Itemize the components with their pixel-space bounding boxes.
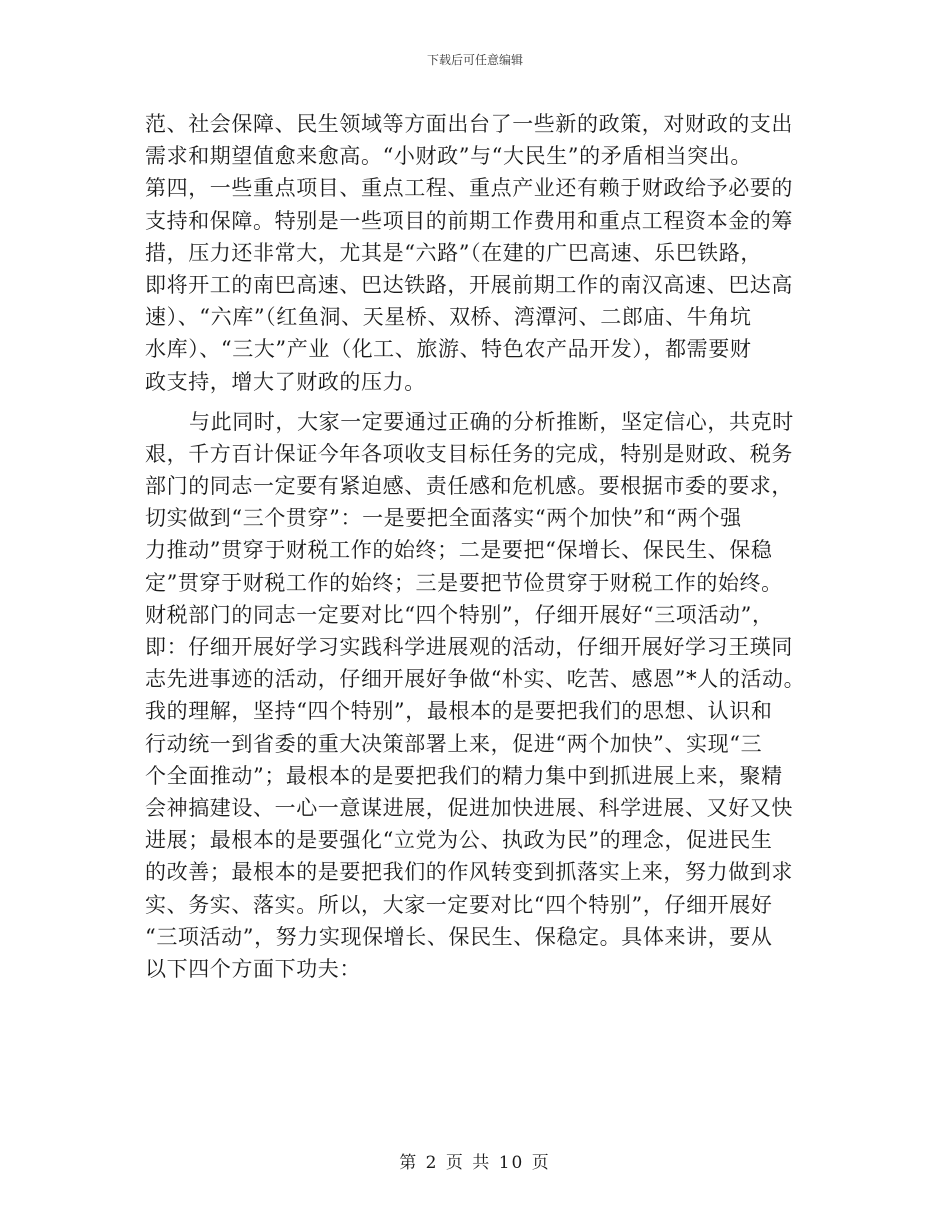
text-line: 水库）、“三大”产业（化工、旅游、特色农产品开发），都需要财 xyxy=(145,337,752,362)
text-line: 即将开工的南巴高速、巴达铁路，开展前期工作的南汉高速、巴达高 xyxy=(145,272,793,297)
text-line: 我的理解，坚持“四个特别”，最根本的是要把我们的思想、认识和 xyxy=(145,699,773,724)
text-line: 速）、“六库”（红鱼洞、天星桥、双桥、湾潭河、二郎庙、牛角坑 xyxy=(145,305,752,330)
paragraph-1 xyxy=(145,108,905,398)
text-line: 艰，千方百计保证今年各项收支目标任务的完成，特别是财政、税务 xyxy=(145,441,793,466)
text-line: 会神搞建设、一心一意谋进展，促进加快进展、科学进展、又好又快 xyxy=(145,795,793,820)
text-line: 财税部门的同志一定要对比“四个特别”，仔细开展好“三项活动”， xyxy=(145,602,774,627)
text-line: “三项活动”，努力实现保增长、保民生、保稳定。具体来讲，要从 xyxy=(145,924,773,949)
page-number: 第 2 页 共 10 页 xyxy=(399,1153,551,1173)
text-line: 需求和期望值愈来愈高。“小财政”与“大民生”的矛盾相当突出。 xyxy=(145,144,752,169)
text-line: 即：仔细开展好学习实践科学进展观的活动，仔细开展好学习王瑛同 xyxy=(145,635,793,659)
text-line: 政支持，增大了财政的压力。 xyxy=(145,369,426,394)
text-line: 行动统一到省委的重大决策部署上来，促进“两个加快”、实现“三 xyxy=(145,731,763,756)
paragraph-2 xyxy=(145,406,905,985)
text-line: 的改善；最根本的是要把我们的作风转变到抓落实上来，努力做到求 xyxy=(145,860,793,885)
text-line: 以下四个方面下功夫： xyxy=(145,956,361,981)
page-header-note: 下载后可任意编辑 xyxy=(426,53,523,67)
text-line: 实、务实、落实。所以，大家一定要对比“四个特别”，仔细开展好 xyxy=(145,892,773,917)
document-body xyxy=(145,108,905,985)
text-line: 与此同时，大家一定要通过正确的分析推断，坚定信心，共克时 xyxy=(189,409,794,434)
paragraph-gap xyxy=(145,398,905,406)
text-line: 支持和保障。特别是一些项目的前期工作费用和重点工程资本金的筹 xyxy=(145,208,793,233)
text-line: 力推动”贯穿于财税工作的始终；二是要把“保增长、保民生、保稳 xyxy=(145,538,773,563)
text-line: 定”贯穿于财税工作的始终；三是要把节俭贯穿于财税工作的始终。 xyxy=(145,570,783,595)
text-line: 切实做到“三个贯穿”：一是要把全面落实“两个加快”和“两个强 xyxy=(145,506,742,531)
text-line: 措，压力还非常大，尤其是“六路”（在建的广巴高速、乐巴铁路， xyxy=(145,240,762,265)
text-line: 志先进事迹的活动，仔细开展好争做“朴实、吃苦、感恩”*人的活动。 xyxy=(145,667,806,692)
text-line: 个全面推动”；最根本的是要把我们的精力集中到抓进展上来，聚精 xyxy=(145,763,783,788)
text-line: 范、社会保障、民生领域等方面出台了一些新的政策，对财政的支出 xyxy=(145,112,793,136)
text-line: 部门的同志一定要有紧迫感、责任感和危机感。要根据市委的要求， xyxy=(145,474,793,499)
text-line: 第四，一些重点项目、重点工程、重点产业还有赖于财政给予必要的 xyxy=(145,176,793,201)
text-line: 进展；最根本的是要强化“立党为公、执政为民”的理念，促进民生 xyxy=(145,828,773,853)
